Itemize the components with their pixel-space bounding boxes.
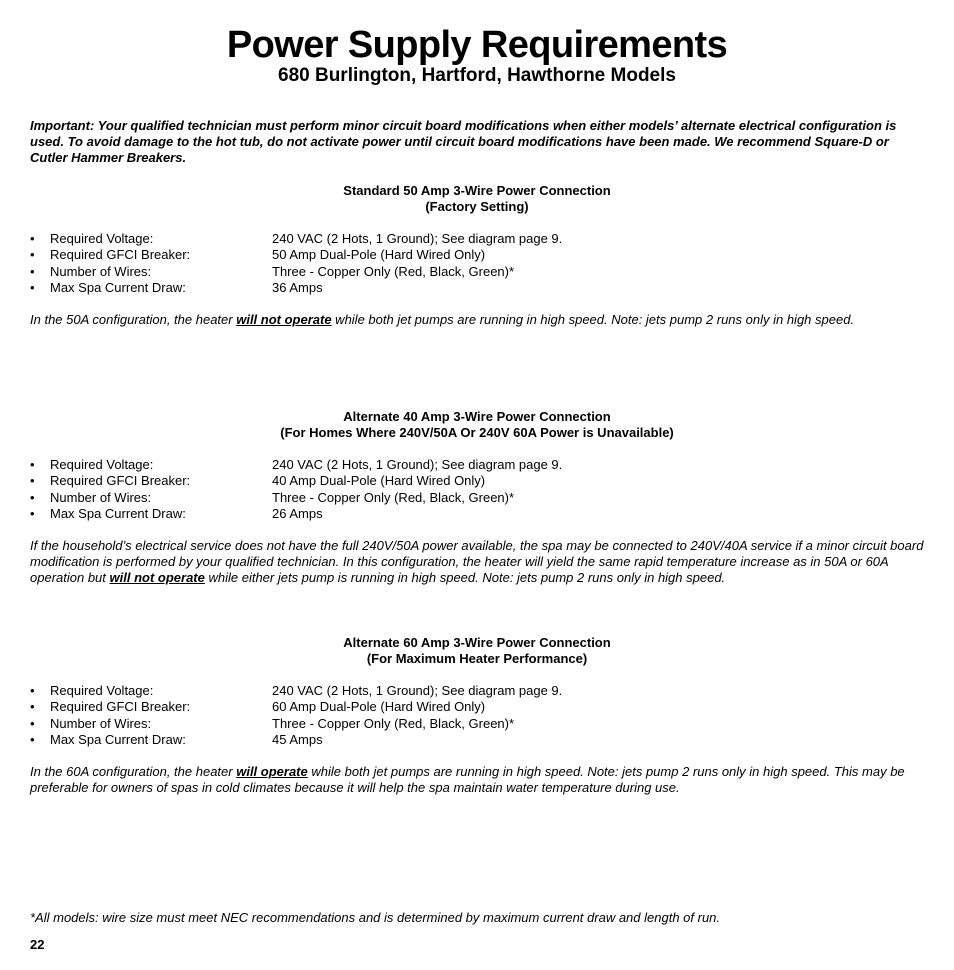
spec-label: Number of Wires:	[50, 263, 152, 279]
spec-label: Required GFCI Breaker:	[50, 473, 191, 489]
section-40a-subtitle: (For Homes Where 240V/50A Or 240V 60A Power is Unavailable)	[280, 425, 674, 440]
spec-row-breaker	[30, 247, 930, 263]
spec-value: 36 Amps	[272, 279, 323, 295]
spec-label: Max Spa Current Draw:	[50, 279, 186, 295]
section-60a-spec-list	[30, 683, 930, 748]
section-60a-subtitle: (For Maximum Heater Performance)	[366, 651, 588, 666]
note-emphasis: will operate	[236, 764, 308, 779]
spec-row-breaker	[30, 699, 930, 715]
section-40a-title: Alternate 40 Amp 3-Wire Power Connection	[343, 409, 611, 424]
spec-label: Required GFCI Breaker:	[50, 247, 191, 263]
note-text: while either jets pump is running in high speed. Note: jets pump 2 runs only in high speed.	[204, 570, 726, 585]
section-50a-note	[30, 312, 925, 328]
spec-value: Three - Copper Only (Red, Black, Green)*	[272, 489, 515, 505]
note-text: In the 50A configuration, the heater	[30, 312, 237, 327]
footnote: *All models: wire size must meet NEC recommendations and is determined by maximum current draw and length of run.	[30, 910, 721, 925]
page-title: Power Supply Requirements	[226, 24, 728, 66]
spec-value: 26 Amps	[272, 505, 323, 521]
spec-row-wires	[30, 490, 930, 506]
spec-row-current	[30, 506, 930, 522]
section-60a-note	[30, 764, 925, 796]
bullet: •	[30, 683, 35, 698]
spec-label: Number of Wires:	[50, 489, 152, 505]
bullet: •	[30, 247, 35, 263]
spec-row-wires	[30, 264, 930, 280]
spec-label: Number of Wires:	[50, 715, 152, 731]
note-text: while both jet pumps are running in high speed. Note: jets pump 2 runs only in high speed.	[331, 312, 855, 327]
spec-value: Three - Copper Only (Red, Black, Green)*	[272, 715, 515, 731]
bullet: •	[30, 715, 35, 731]
section-50a-spec-list	[30, 231, 930, 296]
spec-value: Three - Copper Only (Red, Black, Green)*	[272, 263, 515, 279]
page-number: 22	[30, 937, 45, 952]
spec-row-voltage	[30, 683, 930, 699]
spec-label: Max Spa Current Draw:	[50, 505, 186, 521]
note-text: while both jet pumps are running in high speed. Note: jets pump 2 runs only in high speed. This may be preferable for owners of spas in cold climates because it will help the spa maintain water temperature during use.	[30, 764, 905, 795]
spec-label: Required Voltage:	[50, 231, 154, 246]
bullet: •	[30, 489, 35, 505]
spec-value: 240 VAC (2 Hots, 1 Ground); See diagram page 9.	[272, 683, 563, 698]
section-40a-spec-list	[30, 457, 930, 522]
spec-label: Required Voltage:	[50, 683, 154, 698]
bullet: •	[30, 505, 35, 521]
section-60a-title: Alternate 60 Amp 3-Wire Power Connection	[343, 635, 611, 650]
section-60a-heading	[0, 635, 954, 667]
section-40a-heading	[0, 409, 954, 441]
bullet: •	[30, 473, 35, 489]
spec-value: 240 VAC (2 Hots, 1 Ground); See diagram page 9.	[272, 457, 563, 472]
section-40a-note	[30, 538, 925, 586]
bullet: •	[30, 231, 35, 246]
section-50a-heading	[0, 183, 954, 215]
section-50a-title: Standard 50 Amp 3-Wire Power Connection	[343, 183, 611, 198]
note-emphasis: will not operate	[236, 312, 332, 327]
bullet: •	[30, 457, 35, 472]
page-subtitle: 680 Burlington, Hartford, Hawthorne Models	[278, 65, 676, 86]
important-notice: Important: Your qualified technician must perform minor circuit board modifications when either models’ alternate electrical configuration is used. To avoid damage to the hot tub, do not activate power until circuit board modifications have been made. We recommend Square-D or Cutler Hammer Breakers.	[30, 118, 897, 165]
spec-value: 45 Amps	[272, 731, 323, 747]
bullet: •	[30, 699, 35, 715]
spec-label: Required Voltage:	[50, 457, 154, 472]
spec-row-current	[30, 732, 930, 748]
spec-value: 60 Amp Dual-Pole (Hard Wired Only)	[272, 699, 486, 715]
spec-value: 40 Amp Dual-Pole (Hard Wired Only)	[272, 473, 486, 489]
spec-value: 50 Amp Dual-Pole (Hard Wired Only)	[272, 247, 486, 263]
note-emphasis: will not operate	[109, 570, 205, 585]
spec-row-wires	[30, 716, 930, 732]
spec-row-voltage	[30, 457, 930, 473]
note-text: If the household’s electrical service does not have the full 240V/50A power available, the spa may be connected to 240V/40A service if a minor circuit board modification is performed by your qualified technician. In this configuration, the heater will yield the same rapid temperature increase as in 50A or 60A operation but	[30, 538, 924, 585]
bullet: •	[30, 731, 35, 747]
bullet: •	[30, 279, 35, 295]
spec-label: Required GFCI Breaker:	[50, 699, 191, 715]
spec-row-voltage	[30, 231, 930, 247]
note-text: In the 60A configuration, the heater	[30, 764, 237, 779]
section-50a-subtitle: (Factory Setting)	[425, 199, 529, 214]
spec-row-current	[30, 280, 930, 296]
bullet: •	[30, 263, 35, 279]
spec-label: Max Spa Current Draw:	[50, 731, 186, 747]
spec-row-breaker	[30, 473, 930, 489]
spec-value: 240 VAC (2 Hots, 1 Ground); See diagram page 9.	[272, 231, 563, 246]
